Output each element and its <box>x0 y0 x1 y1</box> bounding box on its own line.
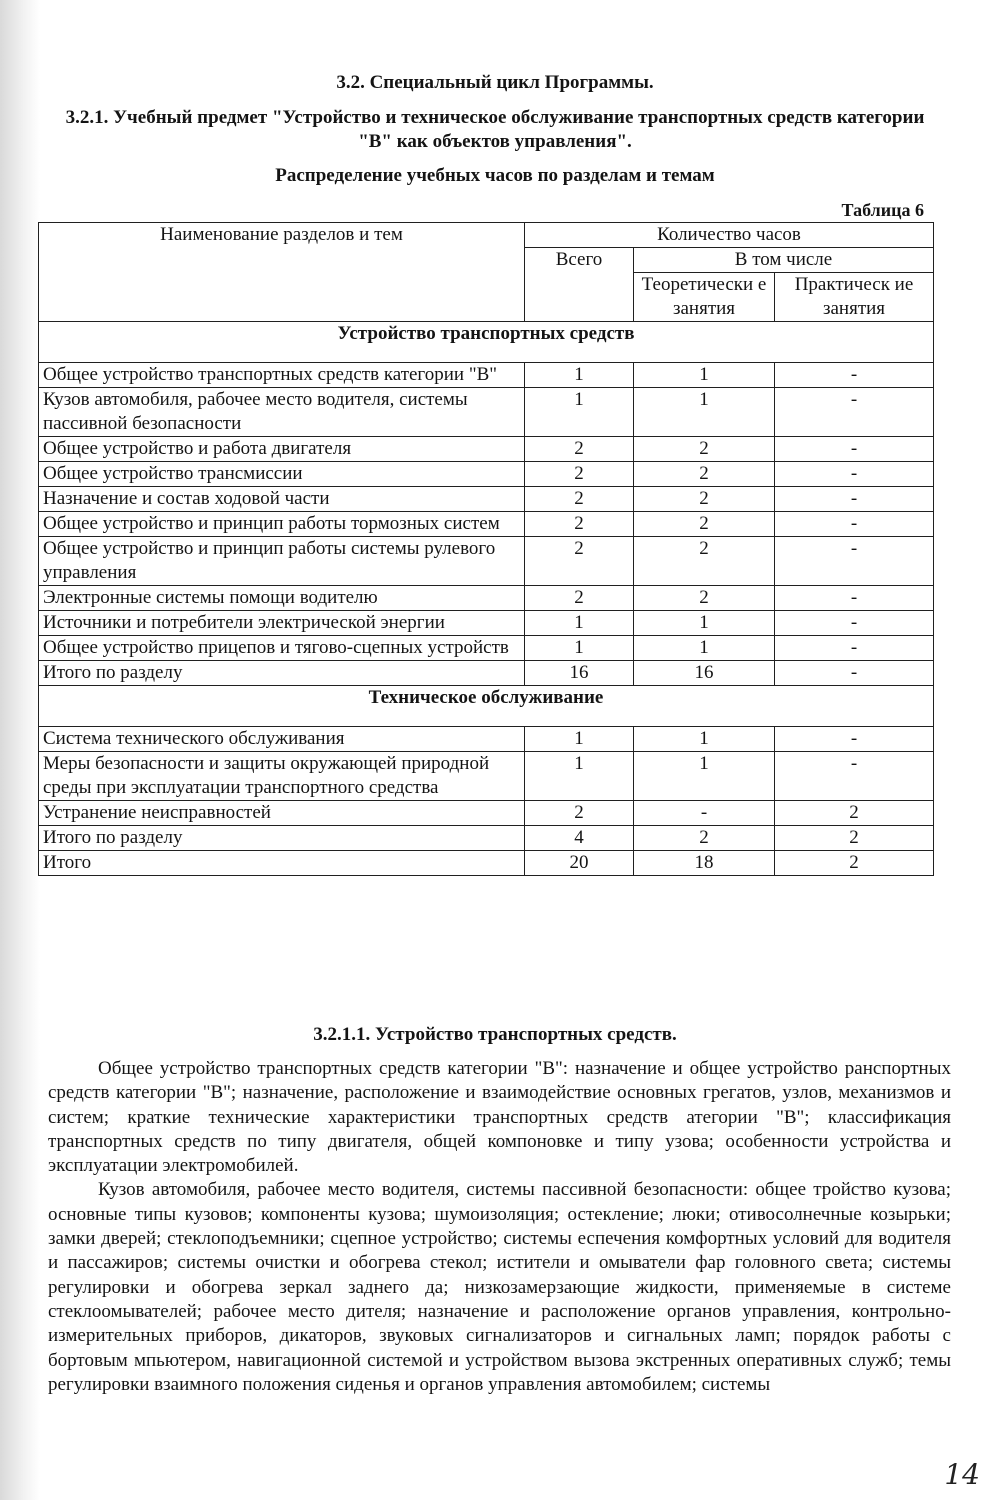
table-row <box>39 487 934 512</box>
table-row <box>39 611 934 636</box>
grand-total-row <box>39 851 934 876</box>
header-practice: Практическ ие занятия <box>775 273 934 322</box>
topic-name-cell: Меры безопасности и защиты окружающей природной среды при эксплуатации транспортного средства <box>39 752 525 801</box>
practice-hours-cell: - <box>775 487 934 512</box>
topic-name-cell: Итого по разделу <box>39 661 525 686</box>
practice-hours-cell: - <box>775 512 934 537</box>
table-row <box>39 586 934 611</box>
total-hours-cell: 1 <box>525 752 634 801</box>
scan-edge-shadow <box>0 0 40 1500</box>
total-hours-cell: 2 <box>525 586 634 611</box>
practice-hours-cell: - <box>775 388 934 437</box>
theory-hours-cell: 2 <box>634 537 775 586</box>
topic-name-cell: Электронные системы помощи водителю <box>39 586 525 611</box>
table-row <box>39 537 934 586</box>
theory-hours-cell: 2 <box>634 586 775 611</box>
practice-hours-cell: - <box>775 752 934 801</box>
practice-hours-cell: - <box>775 611 934 636</box>
theory-hours-cell: - <box>634 801 775 826</box>
topic-name-cell: Общее устройство прицепов и тягово-сцепных устройств <box>39 636 525 661</box>
practice-hours-cell: - <box>775 661 934 686</box>
header-name: Наименование разделов и тем <box>39 223 525 322</box>
section-title-row <box>39 686 934 727</box>
table-row <box>39 727 934 752</box>
practice-hours-cell: - <box>775 636 934 661</box>
table-label: Таблица 6 <box>841 200 924 220</box>
paragraph: Общее устройство транспортных средств категории "В": назначение и общее устройство ранспортных средств категории "В"; назначение, расположение и взаимодействие основных грегатов, узлов, механизмов и систем; краткие технические характеристики транспортных средств атегории "В"; классификация транспортных средств по типу двигателя, общей компоновке и типу узова; особенности устройства и эксплуатации электромобилей. <box>48 1058 951 1177</box>
topic-name-cell: Общее устройство и работа двигателя <box>39 437 525 462</box>
topic-name-cell: Общее устройство транспортных средств категории "В" <box>39 363 525 388</box>
topic-name-cell: Итого по разделу <box>39 826 525 851</box>
section-title: Устройство транспортных средств <box>39 322 934 363</box>
total-hours-cell: 2 <box>525 801 634 826</box>
distribution-heading: Распределение учебных часов по разделам и темам <box>275 165 715 186</box>
hours-table <box>38 222 934 876</box>
practice-hours-cell: 2 <box>775 826 934 851</box>
section-title-row <box>39 322 934 363</box>
total-hours-cell: 2 <box>525 487 634 512</box>
theory-hours-cell: 2 <box>634 462 775 487</box>
total-hours-cell: 20 <box>525 851 634 876</box>
header-theory: Теоретически е занятия <box>634 273 775 322</box>
paragraph: Кузов автомобиля, рабочее место водителя, системы пассивной безопасности: общее тройство кузова; основные типы кузовов; компоненты кузова; шумоизоляция; остекление; люки; отивосолнечные козырьки; замки дверей; стеклоподъемники; сцепное устройство; системы еспечения комфортных условий для водителя и пассажиров; системы очистки и обогрева стекол; истители и омыватели фар головного света; системы регулировки и обогрева зеркал заднего да; низкозамерзающие жидкости, применяемые в системе стеклоомывателей; рабочее место дителя; назначение и расположение органов управления, контрольно-измерительных приборов, дикаторов, звуковых сигнализаторов и сигнальных ламп; порядок работы с бортовым мпьютером, навигационной системой и устройством вызова экстренных оперативных служб; темы регулировки взаимного положения сиденья и органов управления автомобилем; системы <box>48 1179 951 1395</box>
table-header-row <box>39 223 934 248</box>
topic-name-cell: Назначение и состав ходовой части <box>39 487 525 512</box>
header-including: В том числе <box>634 248 934 273</box>
total-hours-cell: 1 <box>525 388 634 437</box>
topic-name-cell: Общее устройство и принцип работы тормозных систем <box>39 512 525 537</box>
header-hours: Количество часов <box>525 223 934 248</box>
topic-name-cell: Система технического обслуживания <box>39 727 525 752</box>
total-hours-cell: 1 <box>525 611 634 636</box>
theory-hours-cell: 1 <box>634 363 775 388</box>
table-row <box>39 388 934 437</box>
total-hours-cell: 1 <box>525 363 634 388</box>
table-row <box>39 752 934 801</box>
table-row <box>39 363 934 388</box>
section-heading: 3.2. Специальный цикл Программы. <box>336 72 654 93</box>
practice-hours-cell: - <box>775 586 934 611</box>
practice-hours-cell: - <box>775 727 934 752</box>
theory-hours-cell: 1 <box>634 611 775 636</box>
theory-hours-cell: 1 <box>634 727 775 752</box>
total-hours-cell: 2 <box>525 512 634 537</box>
practice-hours-cell: - <box>775 363 934 388</box>
subject-heading: 3.2.1. Учебный предмет "Устройство и техническое обслуживание транспортных средств категории "В" как объектов управления". <box>65 107 925 152</box>
subsection-title: 3.2.1.1. Устройство транспортных средств. <box>313 1024 677 1045</box>
theory-hours-cell: 2 <box>634 487 775 512</box>
theory-hours-cell: 1 <box>634 752 775 801</box>
topic-name-cell: Общее устройство трансмиссии <box>39 462 525 487</box>
practice-hours-cell: - <box>775 537 934 586</box>
practice-hours-cell: 2 <box>775 801 934 826</box>
table-row <box>39 801 934 826</box>
topic-name-cell: Устранение неисправностей <box>39 801 525 826</box>
total-hours-cell: 2 <box>525 437 634 462</box>
section-title: Техническое обслуживание <box>39 686 934 727</box>
theory-hours-cell: 18 <box>634 851 775 876</box>
table-row <box>39 826 934 851</box>
topic-name-cell: Источники и потребители электрической энергии <box>39 611 525 636</box>
topic-name-cell: Кузов автомобиля, рабочее место водителя, системы пассивной безопасности <box>39 388 525 437</box>
header-total: Всего <box>525 248 634 322</box>
theory-hours-cell: 1 <box>634 388 775 437</box>
total-hours-cell: 2 <box>525 537 634 586</box>
table-row <box>39 661 934 686</box>
table-row <box>39 437 934 462</box>
theory-hours-cell: 2 <box>634 826 775 851</box>
table-row <box>39 462 934 487</box>
theory-hours-cell: 1 <box>634 636 775 661</box>
total-hours-cell: 1 <box>525 636 634 661</box>
total-hours-cell: 4 <box>525 826 634 851</box>
topic-name-cell: Итого <box>39 851 525 876</box>
theory-hours-cell: 2 <box>634 437 775 462</box>
total-hours-cell: 1 <box>525 727 634 752</box>
topic-name-cell: Общее устройство и принцип работы системы рулевого управления <box>39 537 525 586</box>
theory-hours-cell: 2 <box>634 512 775 537</box>
total-hours-cell: 2 <box>525 462 634 487</box>
table-row <box>39 636 934 661</box>
total-hours-cell: 16 <box>525 661 634 686</box>
practice-hours-cell: - <box>775 462 934 487</box>
practice-hours-cell: - <box>775 437 934 462</box>
body-text <box>48 1057 951 1397</box>
theory-hours-cell: 16 <box>634 661 775 686</box>
table-row <box>39 512 934 537</box>
practice-hours-cell: 2 <box>775 851 934 876</box>
page-number: 14 <box>944 1458 980 1491</box>
